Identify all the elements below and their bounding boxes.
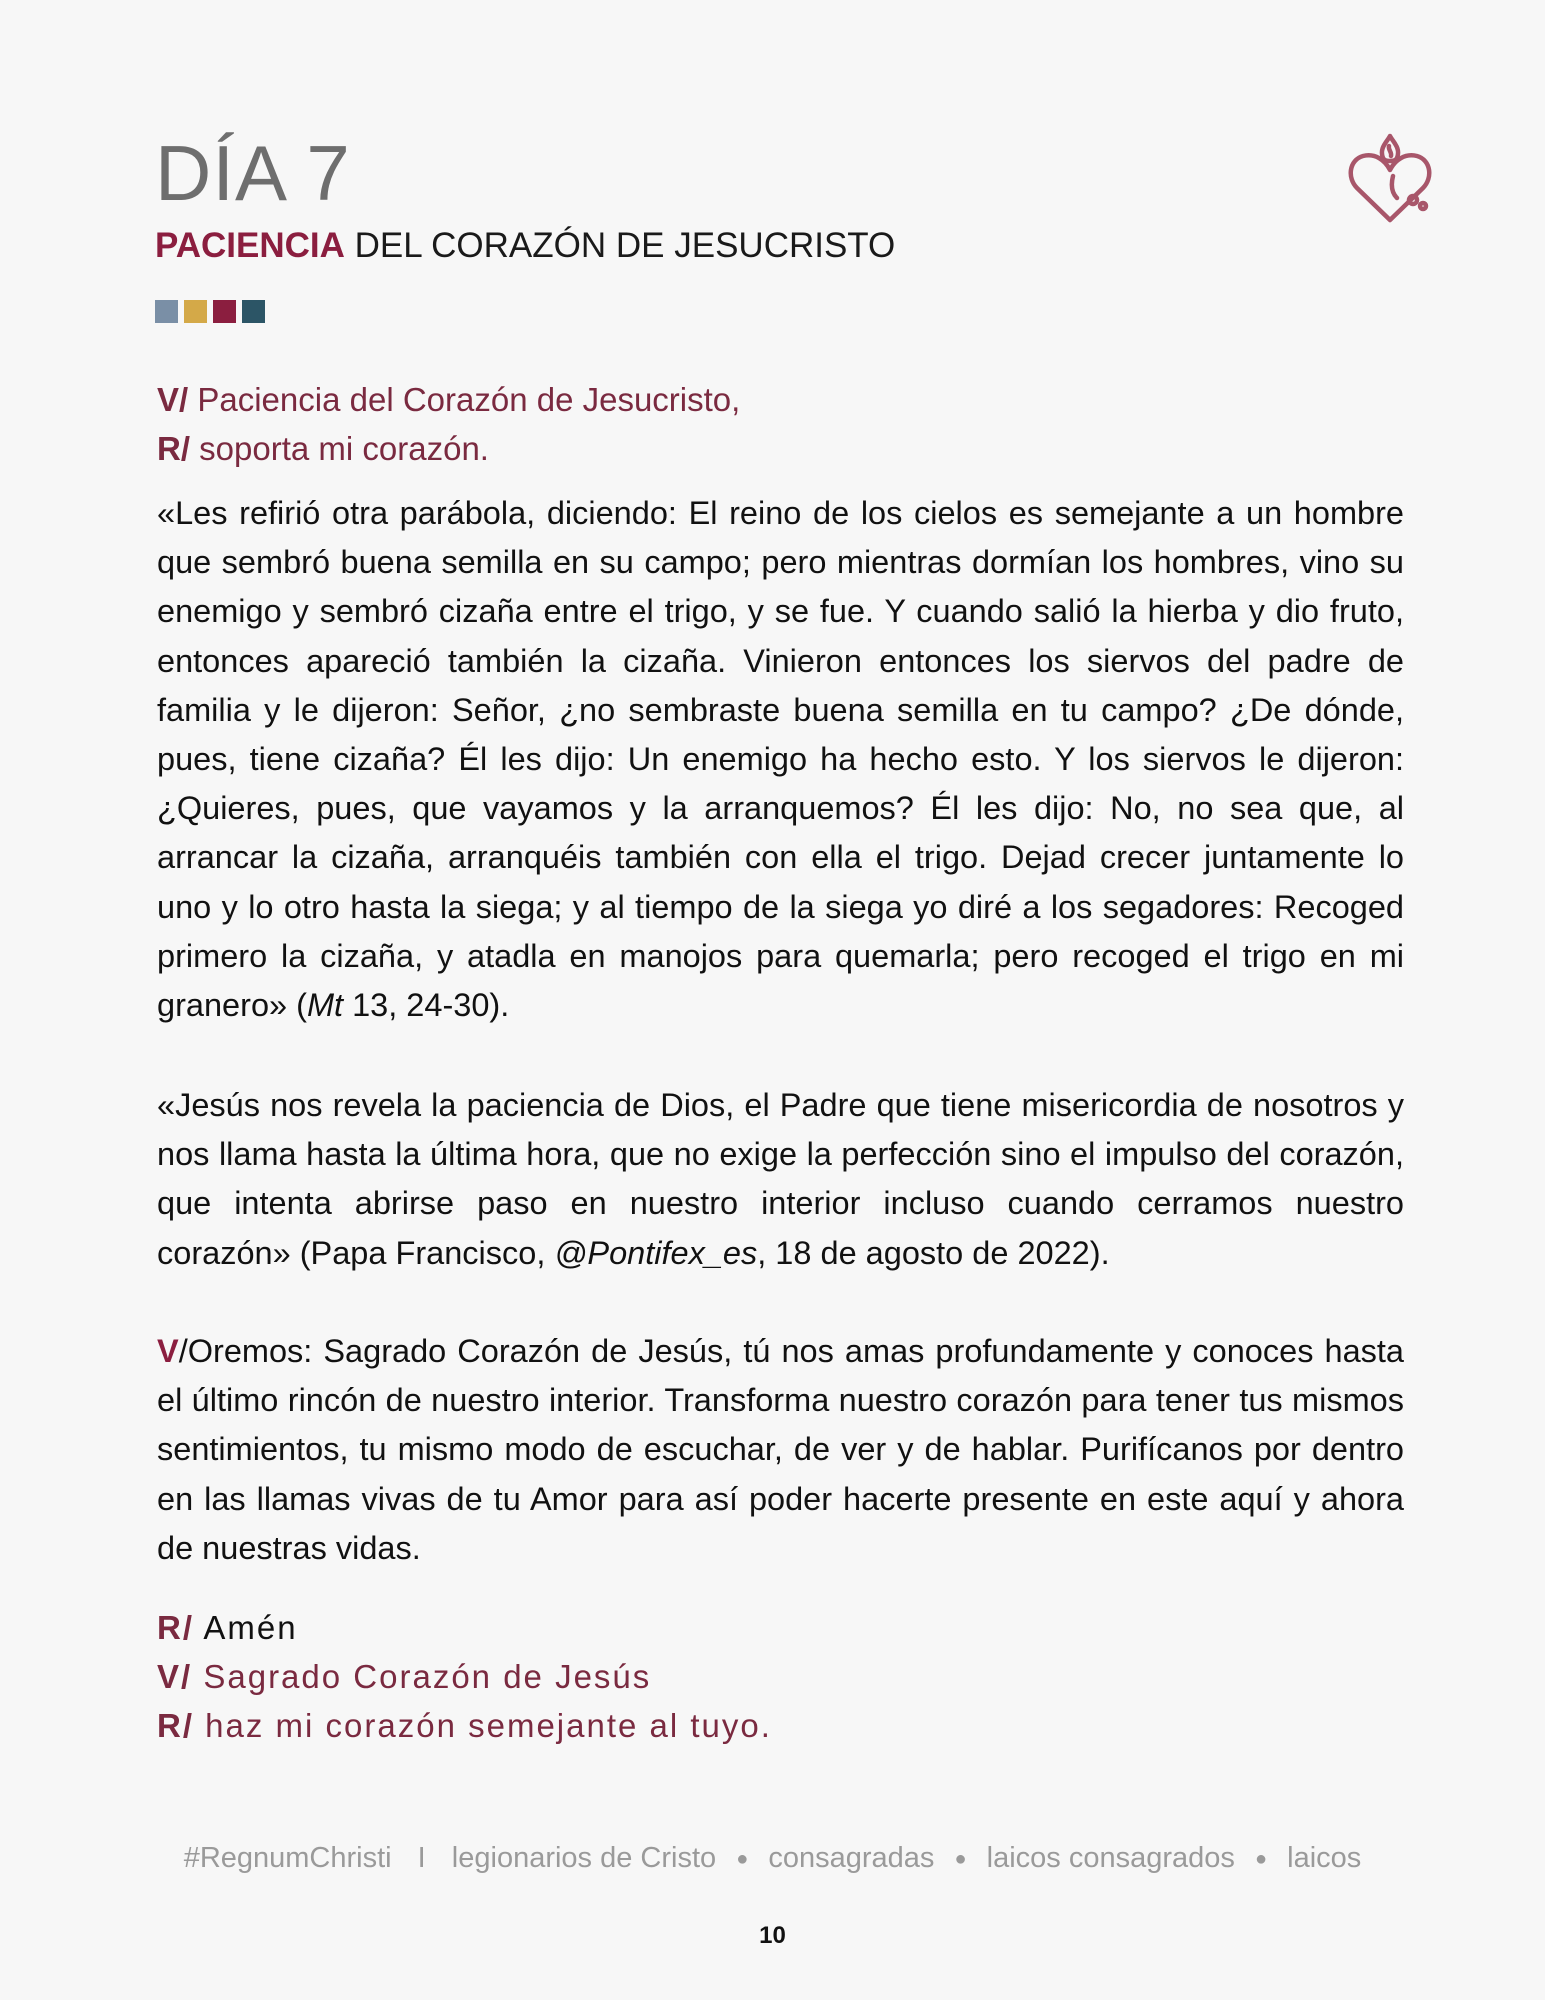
swatch-teal [242,300,265,323]
quote-text: «Jesús nos revela la paciencia de Dios, el Padre que tiene misericordia de nosotros y nos llama hasta la última hora, que no exige la perfección sino el impulso del corazón, que intenta abrirse paso en nuestro interior incluso cuando cerramos nuestro corazón» (Papa Francisco, [157,1087,1404,1271]
response-text: soporta mi corazón. [190,430,489,467]
scripture-ref-rest: 13, 24-30). [343,987,510,1024]
footer [0,1838,1545,1879]
swatch-crimson [213,300,236,323]
closing-amen [157,1606,298,1650]
subtitle-rest: DEL CORAZÓN DE JESUCRISTO [344,226,896,265]
quote-source: , 18 de agosto de 2022). [757,1234,1110,1271]
versicle-text: Paciencia del Corazón de Jesucristo, [188,381,741,418]
footer-item: consagradas [768,1842,935,1874]
prayer-mark: V [157,1333,179,1369]
closing-r1-text: Amén [194,1609,298,1646]
bullet-icon: ● [1254,1848,1268,1871]
subtitle-accent: PACIENCIA [155,226,345,265]
closing-response [157,1704,772,1748]
prayer-text: /Oremos: Sagrado Corazón de Jesús, tú nos amas profundamente y conoces hasta el último rincón de nuestro interior. Transforma nuestro corazón para tener tus mismos sentimientos, tu mismo modo de escuchar, de ver y de hablar. Purifícanos por dentro en las llamas vivas de tu Amor para así poder hacerte presente en este aquí y ahora de nuestras vidas. [157,1333,1404,1566]
versicle-mark: V/ [157,381,189,418]
closing-r2-text: haz mi corazón semejante al tuyo. [194,1707,772,1744]
prayer-paragraph [157,1327,1404,1573]
scripture-ref-book: Mt [306,987,344,1024]
footer-hashtag: #RegnumChristi [183,1842,392,1874]
swatch-blue [155,300,178,323]
bullet-icon: ● [736,1848,749,1871]
page-number: 10 [759,1922,786,1949]
swatch-gold [184,300,207,323]
closing-v-text: Sagrado Corazón de Jesús [192,1658,652,1695]
response-mark: R/ [157,430,190,467]
footer-separator: I [417,1842,426,1874]
scripture-paragraph [157,489,1404,1030]
closing-v-mark: V/ [157,1658,193,1695]
day-title: DÍA 7 [155,129,351,217]
closing-versicle [157,1655,651,1699]
page-subtitle [155,224,895,268]
quote-handle: @Pontifex_es [554,1234,758,1271]
footer-item: laicos consagrados [986,1842,1235,1874]
closing-r2-mark: R/ [157,1707,194,1744]
sacred-heart-icon [1345,128,1435,228]
invocation-versicle [157,378,740,422]
footer-item: laicos [1287,1842,1362,1874]
invocation-response [157,427,489,471]
footer-item: legionarios de Cristo [451,1842,717,1874]
color-swatches [155,300,265,323]
bullet-icon: ● [954,1848,967,1871]
scripture-text: «Les refirió otra parábola, diciendo: El reino de los cielos es semejante a un hombre que sembró buena semilla en su campo; pero mientras dormían los hombres, vino su enemigo y sembró cizaña entre el trigo, y se fue. Y cuando salió la hierba y dio fruto, entonces apareció también la cizaña. Vinieron entonces los siervos del padre de familia y le dijeron: Señor, ¿no sembraste buena semilla en tu campo? ¿De dónde, pues, tiene cizaña? Él les dijo: Un enemigo ha hecho esto. Y los siervos le dijeron: ¿Quieres, pues, que vayamos y la arranquemos? Él les dijo: No, no sea que, al arrancar la cizaña, arranquéis también con ella el trigo. Dejad crecer juntamente lo uno y lo otro hasta la siega; y al tiempo de la siega yo diré a los segadores: Recoged primero la cizaña, y atadla en manojos para quemarla; pero recoged el trigo en mi granero» ( [157,495,1404,1024]
closing-r1-mark: R/ [157,1609,194,1646]
quote-paragraph [157,1081,1404,1278]
